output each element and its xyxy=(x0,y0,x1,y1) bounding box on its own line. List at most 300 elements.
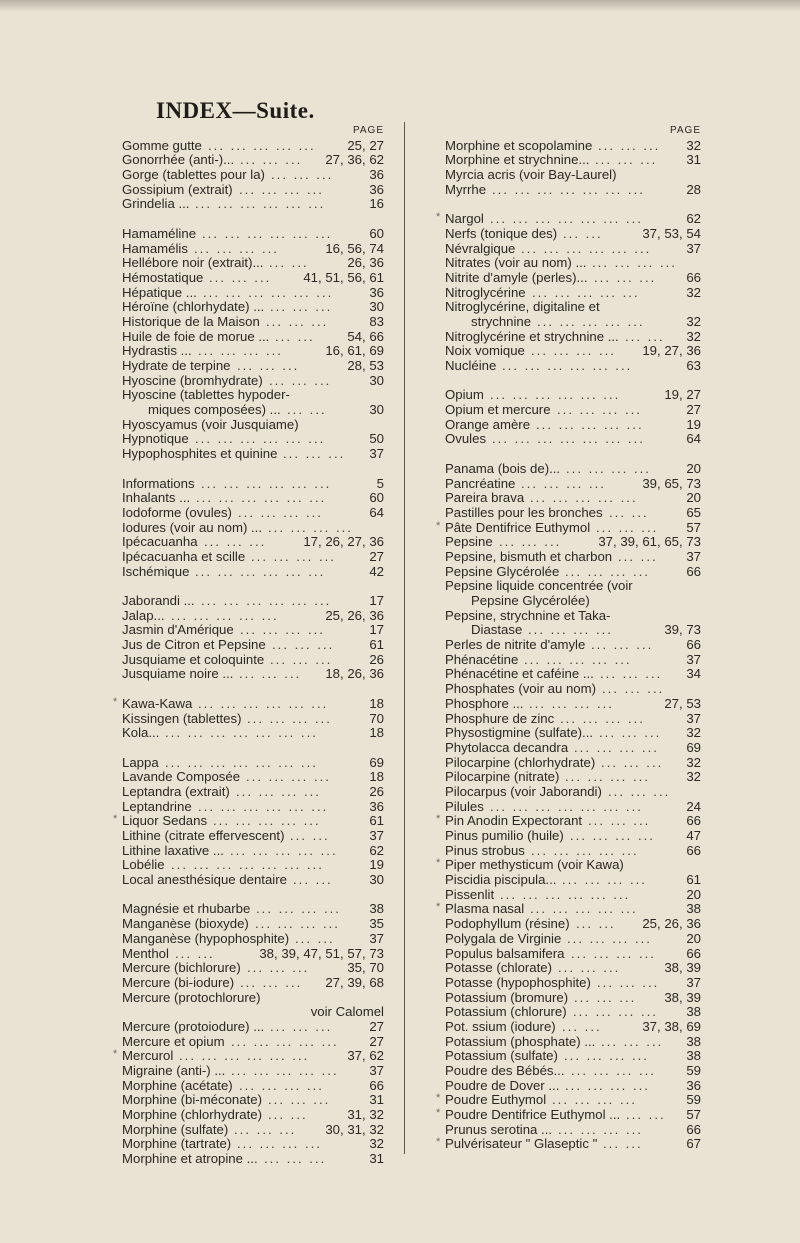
entry-term: Hydrastis ... xyxy=(122,343,192,359)
entry-pages: 37 xyxy=(366,447,384,462)
entry-pages: 31 xyxy=(366,1093,384,1108)
dot-leader: ... ... ... xyxy=(598,138,661,153)
dot-leader: ... ... ... ... xyxy=(251,549,336,564)
index-entry xyxy=(445,594,701,609)
dot-leader: ... ... xyxy=(290,829,330,843)
entry-term: Pastilles pour les bronches xyxy=(445,504,603,520)
dot-leader: ... ... xyxy=(268,1108,308,1123)
entry-pages: 66 xyxy=(683,271,701,286)
entry-pages: 66 xyxy=(366,1079,384,1094)
dot-leader: ... ... ... ... xyxy=(268,520,353,535)
dot-leader: ... ... ... ... xyxy=(565,564,650,579)
index-entry xyxy=(122,1123,384,1138)
dot-leader: ... ... ... ... xyxy=(592,256,677,271)
entry-term: Phosphore ... xyxy=(445,695,524,711)
entry-pages: voir Calomel xyxy=(308,1005,384,1020)
entry-term: Panama (bois de)... xyxy=(445,460,561,476)
entry-term: Prunus serotina ... xyxy=(445,1121,553,1137)
index-entry xyxy=(445,359,701,374)
entry-term: Noix vomique xyxy=(445,343,525,359)
index-entry xyxy=(122,286,384,301)
dot-leader: ... ... ... ... xyxy=(256,902,341,917)
entry-pages: 17 xyxy=(366,623,384,638)
entry-pages: 54, 66 xyxy=(344,330,384,345)
dot-leader: ... ... ... ... xyxy=(247,711,332,726)
entry-term: Populus balsamifera xyxy=(445,945,565,961)
entry-term: Migraine (anti-) ... xyxy=(122,1063,226,1078)
entry-pages: 16, 56, 74 xyxy=(322,242,384,257)
entry-pages: 39, 65, 73 xyxy=(639,477,701,492)
entry-pages: 18 xyxy=(366,697,384,712)
index-entry xyxy=(122,961,384,976)
entry-term: Potasse (hypophosphite) xyxy=(445,974,591,990)
index-entry xyxy=(122,403,384,418)
dot-leader: ... ... ... ... ... ... xyxy=(201,476,332,491)
dot-leader: ... ... ... ... xyxy=(557,403,642,418)
entry-term: Morphine (sulfate) xyxy=(122,1121,229,1137)
entry-term: Mercure (bichlorure) xyxy=(122,960,241,976)
dot-leader: ... ... ... ... xyxy=(528,623,613,638)
entry-pages: 60 xyxy=(366,491,384,506)
entry-pages: 28, 53 xyxy=(344,359,384,374)
entry-term: strychnine xyxy=(471,313,532,329)
dot-leader: ... ... xyxy=(562,1019,602,1034)
entry-term: Jusquiame et coloquinte xyxy=(122,651,265,667)
index-entry xyxy=(445,785,701,800)
entry-pages: 19, 27 xyxy=(661,388,701,403)
entry-pages: 57 xyxy=(683,521,701,536)
entry-pages: 26 xyxy=(366,785,384,800)
index-entry xyxy=(445,286,701,301)
dot-leader: ... ... ... xyxy=(237,359,300,373)
entry-term: Hyoscyamus (voir Jusquiame) xyxy=(122,416,299,432)
dot-leader: ... ... ... ... xyxy=(198,344,283,359)
entry-term: Local anesthésique dentaire xyxy=(122,872,287,888)
index-entry xyxy=(122,1152,384,1167)
dot-leader: ... ... ... ... xyxy=(238,505,323,520)
dot-leader: ... ... ... xyxy=(600,667,663,682)
dot-leader: ... ... ... xyxy=(269,373,332,388)
entry-term: miques composées) ... xyxy=(148,402,281,418)
entry-term: Phosphure de zinc xyxy=(445,710,555,726)
entry-term: Ipécacuanha et scille xyxy=(122,548,246,564)
dot-leader: ... ... xyxy=(175,946,215,961)
entry-term: Lappa xyxy=(122,754,159,770)
entry-term: Historique de la Maison xyxy=(122,313,260,329)
dot-leader: ... ... ... xyxy=(272,638,335,653)
entry-term: Potassium (phosphate) ... xyxy=(445,1033,596,1049)
entry-term: Grindelia ... xyxy=(122,196,190,212)
entry-term: Hydrate de terpine xyxy=(122,358,231,373)
section-gap xyxy=(122,212,384,227)
index-entry xyxy=(122,1064,384,1079)
entry-term: Mercure et opium xyxy=(122,1033,225,1049)
index-entry xyxy=(445,756,701,771)
entry-pages: 30 xyxy=(366,403,384,418)
index-entry xyxy=(445,330,701,345)
entry-pages: 20 xyxy=(683,932,701,947)
entry-pages: 16 xyxy=(366,197,384,212)
entry-pages: 37 xyxy=(683,976,701,991)
index-entry xyxy=(445,741,701,756)
entry-term: Nitroglycérine xyxy=(445,284,526,300)
section-gap xyxy=(122,888,384,903)
entry-term: Poudre Euthymol xyxy=(445,1092,547,1108)
entry-term: Manganèse (bioxyde) xyxy=(122,916,249,932)
entry-pages: 30, 31, 32 xyxy=(322,1123,384,1138)
entry-term: Pot. ssium (iodure) xyxy=(445,1018,556,1034)
index-entry xyxy=(122,623,384,638)
index-entry xyxy=(445,388,701,403)
index-entry xyxy=(122,374,384,389)
entry-term: Myrrhe xyxy=(445,181,487,197)
index-entry xyxy=(122,1137,384,1152)
entry-pages: 66 xyxy=(683,947,701,962)
entry-pages: 37 xyxy=(683,712,701,727)
entry-term: Leptandra (extrait) xyxy=(122,783,230,799)
dot-leader: ... ... ... ... ... xyxy=(231,1034,339,1049)
dot-leader: ... ... ... xyxy=(597,975,660,990)
asterisk-mark: * xyxy=(436,813,441,826)
dot-leader: ... ... ... ... ... ... xyxy=(195,197,326,212)
entry-pages: 32 xyxy=(683,726,701,741)
entry-term: Pepsine Glycérolée) xyxy=(471,593,590,608)
index-entry xyxy=(445,227,701,242)
entry-pages: 66 xyxy=(683,844,701,859)
entry-term: Mercure (bi-iodure) xyxy=(122,974,235,990)
index-entry xyxy=(445,550,701,565)
asterisk-mark: * xyxy=(436,857,441,870)
index-entry xyxy=(445,491,701,506)
asterisk-mark: * xyxy=(436,211,441,224)
index-entry xyxy=(436,1136,701,1152)
dot-leader: ... ... ... ... xyxy=(531,344,616,359)
entry-term: Nitrite d'amyle (perles)... xyxy=(445,269,588,285)
index-entry xyxy=(122,712,384,727)
entry-pages: 61 xyxy=(683,873,701,888)
asterisk-mark: * xyxy=(113,813,118,826)
entry-term: Mercure (protoiodure) ... xyxy=(122,1018,265,1034)
index-entry xyxy=(122,388,384,403)
entry-term: Myrcia acris (voir Bay-Laurel) xyxy=(445,167,617,183)
dot-leader: ... ... ... ... ... ... xyxy=(195,432,326,447)
section-gap xyxy=(445,447,701,462)
index-entry xyxy=(436,519,701,536)
index-entry xyxy=(113,1048,384,1064)
asterisk-mark: * xyxy=(436,519,441,532)
index-entry xyxy=(436,813,701,829)
index-entry xyxy=(445,697,701,712)
index-entry xyxy=(445,726,701,741)
entry-pages: 25, 26, 36 xyxy=(322,609,384,624)
entry-term: Lavande Composée xyxy=(122,769,241,785)
index-entry xyxy=(445,638,701,653)
entry-term: Jus de Citron et Pepsine xyxy=(122,637,266,653)
entry-pages: 38, 39, 47, 51, 57, 73 xyxy=(256,947,384,962)
entry-pages: 18 xyxy=(366,726,384,741)
dot-leader: ... ... ... ... xyxy=(246,770,331,785)
entry-pages: 38, 39 xyxy=(661,961,701,976)
dot-leader: ... ... ... ... xyxy=(521,476,606,491)
index-entry xyxy=(445,682,701,697)
entry-pages: 36 xyxy=(366,286,384,301)
dot-leader: ... ... xyxy=(563,226,603,241)
entry-term: Gossipium (extrait) xyxy=(122,181,233,197)
entry-pages: 62 xyxy=(366,844,384,859)
index-entry xyxy=(445,579,701,594)
entry-term: Névralgique xyxy=(445,240,516,256)
entry-term: Diastase xyxy=(471,622,523,638)
dot-leader: ... ... ... ... ... ... xyxy=(198,799,329,814)
entry-pages: 19 xyxy=(683,418,701,433)
index-entry xyxy=(445,609,701,624)
entry-pages: 59 xyxy=(683,1064,701,1079)
dot-leader: ... ... ... xyxy=(264,1152,327,1167)
entry-term: Liquor Sedans xyxy=(122,813,208,829)
entry-pages: 37 xyxy=(366,1064,384,1079)
entry-term: Pilocarpus (voir Jaborandi) xyxy=(445,783,602,799)
dot-leader: ... ... ... ... ... xyxy=(532,285,640,300)
dot-leader: ... ... ... xyxy=(574,990,637,1005)
entry-term: Morphine (bi-méconate) xyxy=(122,1092,262,1108)
entry-term: Jasmin d'Amérique xyxy=(122,622,234,638)
index-entry xyxy=(445,271,701,286)
dot-leader: ... ... xyxy=(275,329,315,344)
entry-term: Hamamélis xyxy=(122,240,188,256)
entry-term: Morphine et scopolamine xyxy=(445,137,593,153)
entry-term: Phytolacca decandra xyxy=(445,739,569,755)
entry-term: Orange amère xyxy=(445,416,531,432)
dot-leader: ... ... ... ... xyxy=(565,770,650,785)
index-entry xyxy=(445,462,701,477)
entry-term: Iodures (voir au nom) ... xyxy=(122,519,262,535)
index-entry xyxy=(445,477,701,492)
entry-term: Hypnotique xyxy=(122,431,189,447)
index-list-right xyxy=(436,137,701,1152)
entry-term: Opium xyxy=(445,387,484,403)
entry-pages: 38 xyxy=(683,1049,701,1064)
page-column-header: PAGE xyxy=(352,125,384,136)
entry-term: Pepsine, bismuth et charbon xyxy=(445,548,613,564)
entry-pages: 26 xyxy=(366,653,384,668)
entry-pages: 26, 36 xyxy=(344,256,384,271)
section-gap xyxy=(445,197,701,212)
section-gap xyxy=(122,462,384,477)
dot-leader: ... ... ... ... ... ... xyxy=(196,491,327,506)
entry-term: Plasma nasal xyxy=(445,901,525,917)
entry-pages: 70 xyxy=(366,712,384,727)
dot-leader: ... ... ... ... xyxy=(574,740,659,755)
dot-leader: ... ... ... xyxy=(234,1122,297,1137)
index-entry xyxy=(122,726,384,741)
entry-pages: 30 xyxy=(366,300,384,315)
dot-leader: ... ... ... ... ... ... ... xyxy=(165,726,318,741)
entry-pages: 69 xyxy=(366,756,384,771)
asterisk-mark: * xyxy=(113,1048,118,1061)
index-entry xyxy=(122,477,384,492)
section-gap xyxy=(122,741,384,756)
dot-leader: ... ... xyxy=(609,505,649,520)
entry-term: Phosphates (voir au nom) xyxy=(445,681,596,697)
dot-leader: ... ... ... xyxy=(239,667,302,682)
entry-term: Pilocarpine (chlorhydrate) xyxy=(445,754,596,770)
entry-pages: 61 xyxy=(366,814,384,829)
index-entry xyxy=(445,1064,701,1079)
index-entry xyxy=(122,756,384,771)
entry-pages: 38 xyxy=(683,1005,701,1020)
dot-leader: ... ... ... ... ... ... xyxy=(502,359,633,373)
column-divider xyxy=(404,122,405,1154)
asterisk-mark: * xyxy=(436,1092,441,1105)
entry-pages: 17, 26, 27, 36 xyxy=(300,535,384,550)
dot-leader: ... ... xyxy=(618,549,658,564)
entry-term: Morphine (acétate) xyxy=(122,1077,233,1093)
dot-leader: ... ... ... ... xyxy=(529,696,614,711)
entry-pages: 32 xyxy=(683,315,701,330)
index-entry xyxy=(445,991,701,1006)
entry-term: Phénacétine xyxy=(445,651,519,667)
entry-term: Pulvérisateur " Glaseptic " xyxy=(445,1136,598,1152)
index-entry xyxy=(445,344,701,359)
entry-term: Pinus strobus xyxy=(445,842,525,858)
index-entry xyxy=(445,667,701,682)
entry-pages: 20 xyxy=(683,462,701,477)
index-entry xyxy=(445,565,701,580)
entry-term: Pancréatine xyxy=(445,475,516,491)
index-entry xyxy=(445,1079,701,1094)
entry-term: Jusquiame noire ... xyxy=(122,666,234,682)
index-entry xyxy=(436,1092,701,1108)
entry-pages: 19 xyxy=(366,858,384,873)
entry-term: Pilules xyxy=(445,798,484,814)
dot-leader: ... ... ... xyxy=(240,975,303,990)
entry-pages: 69 xyxy=(683,741,701,756)
dot-leader: ... ... ... xyxy=(599,726,662,741)
entry-pages: 83 xyxy=(366,315,384,330)
entry-pages: 66 xyxy=(683,814,701,829)
dot-leader: ... ... ... ... ... ... ... xyxy=(490,212,643,227)
entry-pages: 37 xyxy=(683,653,701,668)
index-entry xyxy=(436,211,701,227)
entry-pages: 18 xyxy=(366,770,384,785)
entry-term: Gomme gutte xyxy=(122,137,202,153)
entry-term: Polygala de Virginie xyxy=(445,930,562,946)
entry-pages: 16, 61, 69 xyxy=(322,344,384,359)
dot-leader: ... ... ... xyxy=(602,682,665,697)
scan-top-edge xyxy=(0,0,800,12)
dot-leader: ... ... ... ... ... xyxy=(530,902,638,917)
entry-term: Nitrates (voir au nom) ... xyxy=(445,255,587,271)
index-entry xyxy=(122,535,384,550)
entry-pages: 30 xyxy=(366,374,384,389)
dot-leader: ... ... ... xyxy=(270,1019,333,1034)
entry-term: Poudre Dentifrice Euthymol ... xyxy=(445,1107,621,1123)
entry-pages: 25, 26, 36 xyxy=(639,917,701,932)
dot-leader: ... ... ... ... xyxy=(564,1049,649,1064)
entry-pages: 18, 26, 36 xyxy=(322,667,384,682)
dot-leader: ... ... ... ... xyxy=(573,1005,658,1020)
dot-leader: ... ... ... xyxy=(596,520,659,535)
index-entry xyxy=(122,1020,384,1035)
dot-leader: ... ... xyxy=(287,403,327,418)
index-entry xyxy=(445,800,701,815)
dot-leader: ... ... ... ... ... xyxy=(537,314,645,329)
index-entry xyxy=(122,447,384,462)
entry-term: Potassium (chlorure) xyxy=(445,1004,567,1020)
index-column-left xyxy=(113,124,384,1167)
entry-pages: 36 xyxy=(366,183,384,198)
entry-term: Hyoscine (tablettes hypoder- xyxy=(122,387,290,403)
entry-pages: 34 xyxy=(683,667,701,682)
entry-term: Hémostatique xyxy=(122,269,204,285)
entry-pages: 19, 27, 36 xyxy=(639,344,701,359)
entry-pages: 65 xyxy=(683,506,701,521)
index-entry xyxy=(445,1123,701,1138)
dot-leader: ... ... ... ... xyxy=(566,461,651,476)
entry-pages: 47 xyxy=(683,829,701,844)
index-entry xyxy=(445,888,701,903)
entry-term: Morphine (chlorhydrate) xyxy=(122,1107,262,1123)
index-entry xyxy=(122,139,384,154)
entry-term: Manganèse (hypophosphite) xyxy=(122,930,290,946)
dot-leader: ... ... ... ... ... ... ... xyxy=(492,182,645,197)
index-entry xyxy=(122,330,384,345)
index-entry xyxy=(122,638,384,653)
index-entry xyxy=(122,315,384,330)
entry-term: Phénacétine et caféine ... xyxy=(445,666,594,682)
entry-term: Gonorrhée (anti-)... xyxy=(122,152,235,168)
entry-term: Pilocarpine (nitrate) xyxy=(445,769,560,785)
dot-leader: ... ... ... ... xyxy=(239,182,324,197)
section-gap xyxy=(122,579,384,594)
entry-term: Kola... xyxy=(122,725,160,741)
entry-pages: 38 xyxy=(366,902,384,917)
entry-term: Lithine (citrate effervescent) xyxy=(122,828,285,843)
index-entry xyxy=(122,1035,384,1050)
entry-term: Piscidia piscipula... xyxy=(445,872,557,888)
entry-pages: 20 xyxy=(683,491,701,506)
dot-leader: ... ... xyxy=(625,329,665,344)
entry-term: Nucléine xyxy=(445,358,497,373)
entry-pages: 38 xyxy=(683,902,701,917)
entry-pages: 5 xyxy=(374,477,384,492)
index-entry xyxy=(122,506,384,521)
entry-term: Hellébore noir (extrait)... xyxy=(122,255,264,271)
index-entry xyxy=(122,667,384,682)
entry-pages: 32 xyxy=(366,1137,384,1152)
index-entry xyxy=(122,976,384,991)
index-entry xyxy=(113,813,384,829)
index-entry xyxy=(122,227,384,242)
entry-term: Pâte Dentifrice Euthymol xyxy=(445,519,591,535)
index-entry xyxy=(445,770,701,785)
dot-leader: ... ... ... xyxy=(588,814,651,829)
dot-leader: ... ... ... ... xyxy=(567,931,652,946)
index-entry xyxy=(445,623,701,638)
index-entry xyxy=(445,829,701,844)
dot-leader: ... ... ... xyxy=(266,314,329,329)
dot-leader: ... ... ... ... ... ... xyxy=(201,594,332,608)
index-entry xyxy=(445,535,701,550)
dot-leader: ... ... ... xyxy=(601,1034,664,1049)
entry-pages: 27, 39, 68 xyxy=(322,976,384,991)
entry-term: Gorge (tablettes pour la) xyxy=(122,167,265,183)
entry-pages: 57 xyxy=(683,1108,701,1123)
entry-term: Magnésie et rhubarbe xyxy=(122,901,251,917)
entry-term: Leptandrine xyxy=(122,798,192,814)
entry-term: Inhalants ... xyxy=(122,490,191,506)
entry-pages: 36 xyxy=(366,800,384,815)
